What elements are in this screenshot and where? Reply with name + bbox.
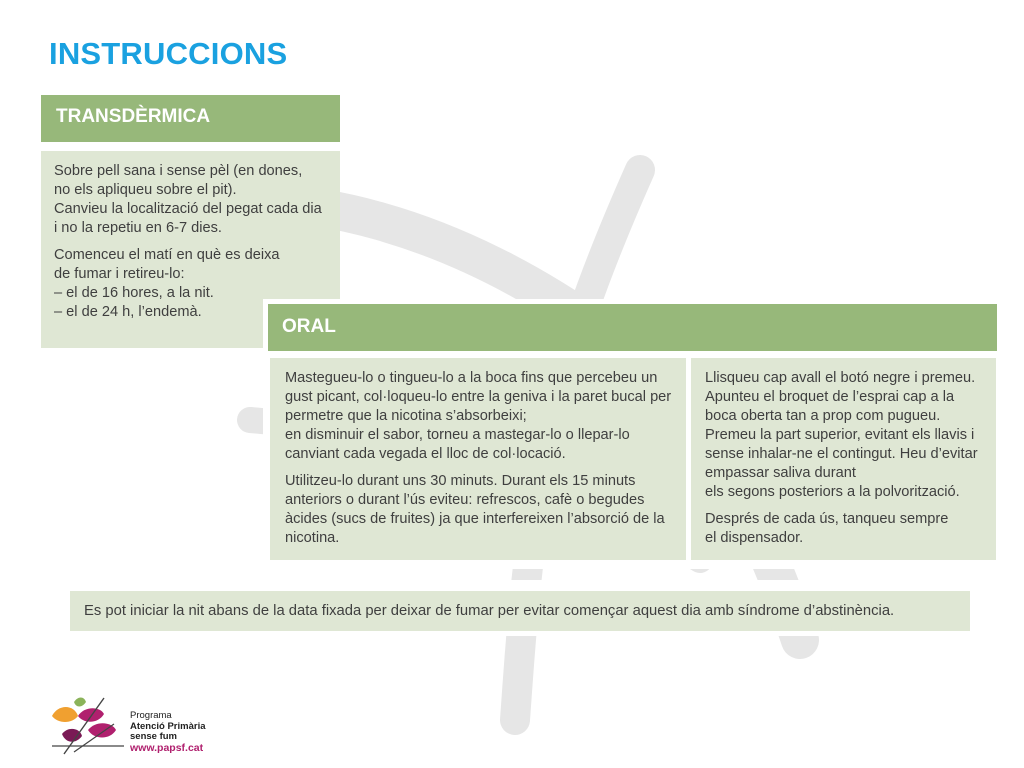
oral-left-paragraph: Mastegueu-lo o tingueu-lo a la boca fins que percebeu un gust picant, col·loqueu-lo entre la geniva i la paret bucal per permetre que la nicotina s’absorbeixi; en disminuir el sabor, torneu a mastegar-lo o llepar-lo canviant cada vegada el lloc de col·locació. [285,370,672,462]
oral-right-paragraph: Llisqueu cap avall el botó negre i premeu. Apunteu el broquet de l’esprai cap a la boca oberta tan a prop com pugueu. Premeu la part superior, evitant els llavis i sense inhalar-ne el contingut. Heu d’evitar empassar saliva durant els segons posteriors a la polvorització. [705,370,978,500]
transdermica-heading: TRANSDÈRMICA [41,95,340,142]
oral-right-paragraph: Després de cada ús, tanqueu sempre el dispensador. [705,511,949,546]
logo-line-sense-fum: sense fum [130,731,177,742]
logo-text [130,711,206,753]
logo-line-atencio: Atenció Primària [130,720,206,732]
page-title: INSTRUCCIONS [49,36,288,71]
oral-right-column [691,358,996,560]
oral-left-paragraph: Utilitzeu-lo durant uns 30 minuts. Durant els 15 minuts anteriors o durant l’ús eviteu: refrescos, cafè o begudes àcides (sucs de fruites) ja que interfereixen l’absorció de la nicotina. [285,473,665,546]
transdermica-paragraph: Comenceu el matí en què es deixa de fumar i retireu-lo: – el de 16 hores, a la nit. – el de 24 h, l’endemà. [54,247,280,320]
note-text: Es pot iniciar la nit abans de la data fixada per deixar de fumar per evitar començar aquest dia amb síndrome d’abstinència. [70,591,970,631]
logo-url: www.papsf.cat [130,741,204,754]
logo-line-programa: Programa [130,710,172,721]
transdermica-paragraph: Sobre pell sana i sense pèl (en dones, no els apliqueu sobre el pit). Canvieu la localització del pegat cada dia i no la repetiu en 6-7 dies. [54,163,322,236]
oral-left-column [270,358,686,560]
oral-heading: ORAL [268,304,997,351]
